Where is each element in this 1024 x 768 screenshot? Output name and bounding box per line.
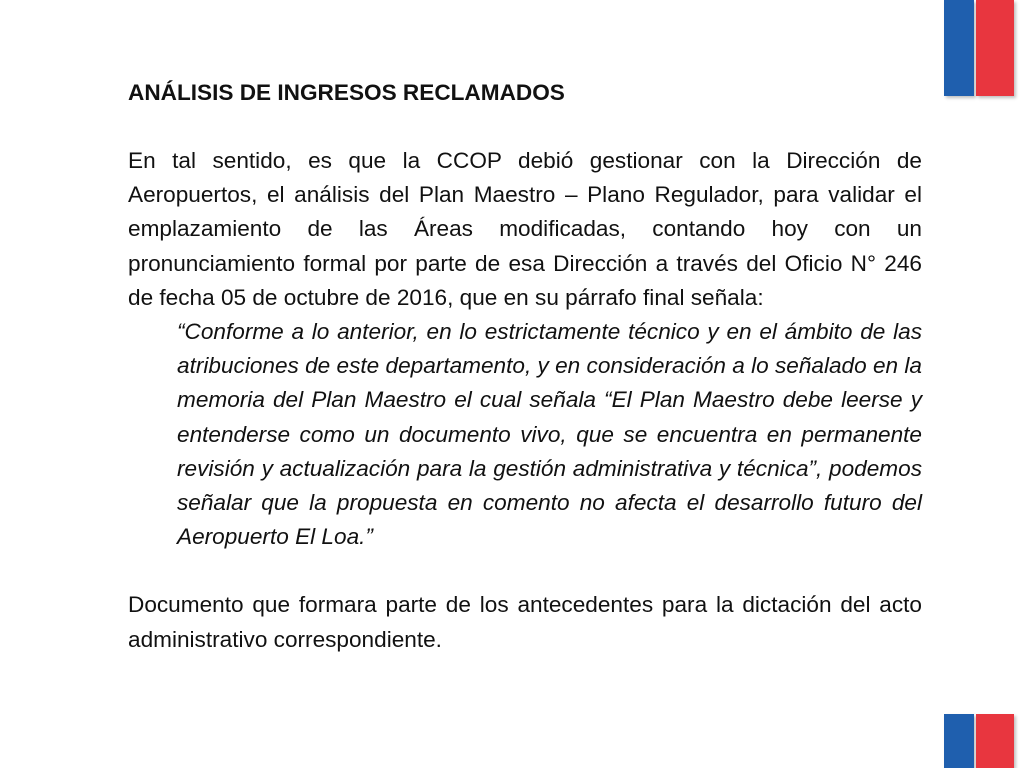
flag-red-bar <box>976 714 1014 768</box>
flag-decoration-top <box>944 0 1014 96</box>
body-paragraph-1: En tal sentido, es que la CCOP debió gestionar con la Dirección de Aeropuertos, el análisis del Plan Maestro – Plano Regulador, para validar el emplazamiento de las Áreas modificadas, contando hoy con un pronunciamiento formal por parte de esa Dirección a través del Oficio N° 246 de fecha 05 de octubre de 2016, que en su párrafo final señala: <box>128 148 922 310</box>
slide-content <box>128 76 922 657</box>
spacer <box>128 110 922 144</box>
body-paragraph-2: Documento que formara parte de los antecedentes para la dictación del acto administrativo correspondiente. <box>128 592 922 652</box>
flag-decoration-bottom <box>944 714 1014 768</box>
flag-blue-bar <box>944 714 974 768</box>
flag-red-bar <box>976 0 1014 96</box>
flag-blue-bar <box>944 0 974 96</box>
spacer <box>128 554 922 588</box>
slide-title: ANÁLISIS DE INGRESOS RECLAMADOS <box>128 80 565 105</box>
quote-paragraph: “Conforme a lo anterior, en lo estrictamente técnico y en el ámbito de las atribuciones de este departamento, y en consideración a lo señalado en la memoria del Plan Maestro el cual señala “El Plan Maestro debe leerse y entenderse como un documento vivo, que se encuentra en permanente revisión y actualización para la gestión administrativa y técnica”, podemos señalar que la propuesta en comento no afecta el desarrollo futuro del Aeropuerto El Loa.” <box>177 319 922 550</box>
